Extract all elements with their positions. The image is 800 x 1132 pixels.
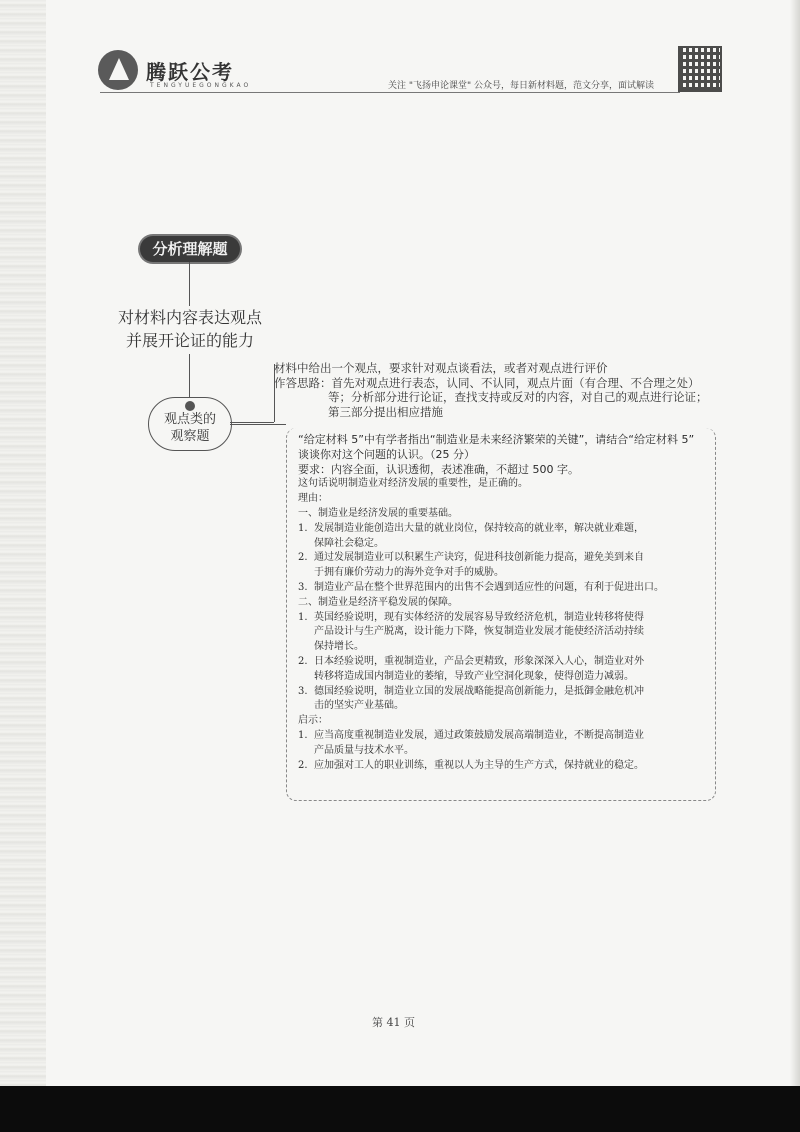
method-line-3: 等；分析部分进行论证，查找支持或反对的内容，对自己的观点进行论证；	[328, 390, 708, 404]
node-line-2: 观察题	[170, 429, 210, 444]
scan-edge-right	[790, 0, 800, 1132]
item-line: 通过发展制造业可以积累生产诀窍，促进科技创新能力提高，避免美到来自	[314, 552, 644, 564]
item-line: 击的坚实产业基础。	[314, 700, 404, 712]
list-item	[298, 581, 708, 596]
item-number: 1.	[298, 611, 308, 623]
reason-label: 理由：	[298, 493, 328, 505]
item-line: 制造业产品在整个世界范围内的出售不会遇到适应性的问题，有利于促进出口。	[314, 581, 664, 593]
answer-intro: 这句话说明制造业对经济发展的重要性，是正确的。	[298, 478, 528, 490]
item-number: 2.	[298, 759, 308, 771]
section-2-heading: 二、制造业是经济平稳发展的保障。	[298, 596, 458, 608]
prompt-line-1: “给定材料 5”中有学者指出“制造业是未来经济繁荣的关键”，请结合“给定材料 5”	[298, 433, 695, 446]
connector-line	[189, 354, 190, 397]
list-item	[298, 522, 708, 552]
method-line-1: 材料中给出一个观点，要求针对观点谈看法，或者对观点进行评价	[274, 361, 608, 375]
brand-name: 腾跃公考	[146, 60, 234, 84]
item-line: 应当高度重视制造业发展，通过政策鼓励发展高端制造业，不断提高制造业	[314, 729, 644, 741]
item-line: 于拥有廉价劳动力的海外竞争对手的威胁。	[314, 567, 504, 579]
scan-edge-left	[0, 0, 46, 1132]
list-item	[298, 729, 708, 759]
brand-logo-icon	[98, 50, 138, 90]
question-content	[298, 433, 708, 773]
list-item	[298, 551, 708, 581]
brand-subtitle: TENGYUEGONGKAO	[150, 82, 252, 89]
item-line: 德国经验说明，制造业立国的发展战略能提高创新能力，是抵御金融危机冲	[314, 685, 644, 697]
item-number: 2.	[298, 552, 308, 564]
page-number: 第 41 页	[372, 1016, 415, 1029]
method-line-4: 第三部分提出相应措施	[328, 404, 443, 419]
item-number: 1.	[298, 522, 308, 534]
item-number: 1.	[298, 729, 308, 741]
list-item	[298, 611, 708, 655]
prompt-line-2: 谈谈你对这个问题的认识。（25 分）	[298, 447, 475, 461]
item-line: 应加强对工人的职业训练，重视以人为主导的生产方式，保持就业的稳定。	[314, 759, 644, 771]
header-divider	[100, 92, 680, 93]
method-description	[274, 361, 714, 419]
item-number: 3.	[298, 685, 308, 697]
item-line: 日本经验说明，重视制造业，产品会更精致，形象深深入人心，制造业对外	[314, 655, 644, 667]
connector-line	[230, 424, 286, 425]
section-1-heading: 一、制造业是经济发展的重要基础。	[298, 507, 458, 519]
mindmap-topic	[110, 306, 270, 352]
connector-line	[189, 262, 190, 306]
qr-code-icon	[678, 46, 722, 92]
mindmap-node	[148, 397, 232, 451]
requirement: 要求：内容全面，认识透彻，表述准确，不超过 500 字。	[298, 462, 579, 476]
item-line: 保持增长。	[314, 641, 364, 653]
list-item	[298, 655, 708, 685]
list-item	[298, 685, 708, 715]
scan-bottom-band	[0, 1086, 800, 1132]
node-bullet-icon	[185, 401, 195, 411]
list-item	[298, 759, 708, 774]
item-line: 产品质量与技术水平。	[314, 744, 414, 756]
node-line-1: 观点类的	[163, 412, 216, 427]
insight-label: 启示：	[298, 715, 328, 727]
topic-line-2: 并展开论证的能力	[125, 331, 254, 350]
mindmap-badge: 分析理解题	[140, 236, 240, 262]
method-line-2: 作答思路：首先对观点进行表态，认同、不认同，观点片面（有合理、不合理之处）	[274, 375, 700, 390]
item-line: 保障社会稳定。	[314, 537, 384, 549]
topic-line-1: 对材料内容表达观点	[117, 308, 262, 327]
item-line: 转移将造成国内制造业的萎缩，导致产业空洞化现象，使得创造力减弱。	[314, 670, 634, 682]
item-line: 发展制造业能创造出大量的就业岗位，保持较高的就业率，解决就业难题，	[314, 522, 644, 534]
item-number: 2.	[298, 655, 308, 667]
header-slogan: 关注 "飞扬申论课堂" 公众号，每日新材料题，范文分享，面试解读	[388, 81, 655, 91]
item-line: 英国经验说明，现有实体经济的发展容易导致经济危机，制造业转移将使得	[314, 611, 644, 623]
connector-line	[230, 422, 274, 423]
item-line: 产品设计与生产脱离，设计能力下降，恢复制造业发展才能使经济活动持续	[314, 626, 644, 638]
item-number: 3.	[298, 581, 308, 593]
